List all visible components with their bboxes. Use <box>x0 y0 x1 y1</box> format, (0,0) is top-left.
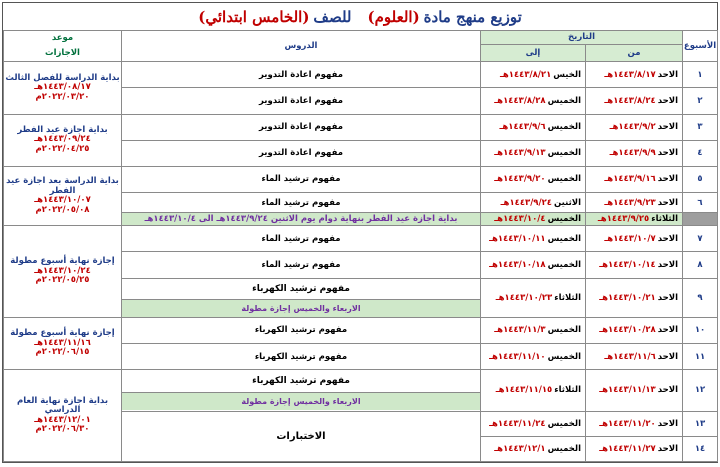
header-date: التاريخ <box>481 31 683 45</box>
to-day: الخميس <box>547 95 582 106</box>
from-day: الثلاثاء <box>651 214 679 225</box>
from-date <box>586 213 683 226</box>
to-day: الثلاثاء <box>554 385 582 396</box>
from-day: الاحد <box>657 174 679 185</box>
lesson-cell <box>122 370 481 411</box>
from-date <box>586 140 683 166</box>
to-value: ١٤٤٣/١٠/١١هـ <box>489 233 546 244</box>
vacation-hijri: ١٤٤٣/٠٨/١٧هـ <box>34 82 91 93</box>
vacation-label: إجازة نهاية أسبوع مطولة <box>10 256 115 267</box>
to-value: ١٤٤٣/١١/١٥هـ <box>495 385 553 396</box>
to-value: ١٤٤٣/٩/٢٠هـ <box>494 174 546 185</box>
table-row <box>4 114 718 140</box>
from-value: ١٤٤٣/١٠/١٤هـ <box>599 260 656 271</box>
lesson-cell: مفهوم ترشيد الماء <box>122 193 481 213</box>
to-date <box>481 370 586 411</box>
from-day: الاحد <box>657 197 679 208</box>
curriculum-table <box>3 30 718 462</box>
from-date <box>586 62 683 88</box>
to-date <box>481 213 586 226</box>
from-day: الاحد <box>657 69 679 80</box>
vacation-greg: ٢٠٢٢/٠٥/٢٥م <box>35 275 90 286</box>
to-date <box>481 226 586 252</box>
vacation-cell <box>4 166 122 225</box>
lesson-cell: مفهوم ترشيد الماء <box>122 252 481 278</box>
from-date <box>586 252 683 278</box>
lesson-cell: مفهوم ترشيد الكهرباء <box>122 317 481 343</box>
table-row <box>4 370 718 411</box>
to-date <box>481 140 586 166</box>
to-date <box>481 252 586 278</box>
vacation-hijri: ١٤٤٣/١٠/٠٧هـ <box>34 195 91 206</box>
to-value: ١٤٤٣/١٠/١٨هـ <box>489 260 546 271</box>
from-date <box>586 193 683 213</box>
from-value: ١٤٤٣/٩/١٦هـ <box>604 174 656 185</box>
week-number: ٣ <box>683 114 718 140</box>
from-value: ١٤٤٣/٨/٢٤هـ <box>604 95 656 106</box>
from-date <box>586 166 683 192</box>
from-day: الاحد <box>657 95 679 106</box>
vacation-greg: ٢٠٢٢/٠٣/٢٠م <box>35 91 90 102</box>
table-row <box>4 317 718 343</box>
to-value: ١٤٤٣/١١/١٠هـ <box>489 351 546 362</box>
title-prefix: توزيع منهج مادة <box>423 7 522 26</box>
header-lessons: الدروس <box>122 31 481 62</box>
lesson-cell: مفهوم اعادة التدوير <box>122 114 481 140</box>
lesson-cell: مفهوم ترشيد الماء <box>122 166 481 192</box>
to-date <box>481 193 586 213</box>
to-value: ١٤٤٣/٨/٢٨هـ <box>494 95 546 106</box>
lesson-cell: مفهوم اعادة التدوير <box>122 62 481 88</box>
week-number: ١١ <box>683 344 718 370</box>
vacation-hijri: ١٤٤٣/١٠/٢٤هـ <box>34 265 91 276</box>
week-number <box>683 213 718 226</box>
from-day: الاحد <box>657 351 679 362</box>
to-date <box>481 166 586 192</box>
title-grade: (الخامس ابتدائي) <box>198 7 310 26</box>
vacation-hijri: ١٤٤٣/١٢/٠١هـ <box>34 414 91 425</box>
from-day: الاحد <box>657 292 679 303</box>
to-day: الخميس <box>547 122 582 133</box>
from-day: الاحد <box>657 260 679 271</box>
from-date <box>586 278 683 317</box>
from-date <box>586 436 683 461</box>
lesson-cell: مفهوم اعادة التدوير <box>122 140 481 166</box>
to-day: الخميس <box>547 418 582 429</box>
week-number: ٧ <box>683 226 718 252</box>
table-row <box>4 62 718 88</box>
from-value: ١٤٤٣/١٠/٧هـ <box>604 233 656 244</box>
from-value: ١٤٤٣/١١/١٣هـ <box>599 385 656 396</box>
week-number: ٨ <box>683 252 718 278</box>
from-day: الاحد <box>657 385 679 396</box>
lesson-cell: مفهوم ترشيد الكهرباء <box>122 344 481 370</box>
to-date <box>481 436 586 461</box>
vacation-label: بداية اجازة نهاية العام الدراسي <box>16 395 109 416</box>
vacation-label: بداية الدراسة للفصل الثالث <box>5 72 120 83</box>
vacation-cell <box>4 62 122 114</box>
to-value: ١٤٤٣/١١/٢٤هـ <box>489 418 546 429</box>
to-date <box>481 62 586 88</box>
title-subject: (العلوم) <box>367 7 420 26</box>
from-date <box>586 317 683 343</box>
lesson-note: الاربعاء والخميس إجازة مطولة <box>122 300 480 317</box>
to-day: الخميس <box>547 174 582 185</box>
title-class-label: للصف <box>313 7 352 26</box>
vacation-greg: ٢٠٢٢/٠٥/٠٨م <box>35 204 90 215</box>
to-day: الخميس <box>547 351 582 362</box>
vacation-greg: ٢٠٢٢/٠٤/٢٥م <box>35 143 90 154</box>
week-number: ٤ <box>683 140 718 166</box>
lesson-cell: الاختبارات <box>122 411 481 462</box>
week-number: ١٣ <box>683 411 718 436</box>
to-date <box>481 278 586 317</box>
table-row <box>4 166 718 192</box>
vacation-label: إجازة نهاية أسبوع مطولة <box>10 328 115 339</box>
to-day: الخيس <box>553 69 582 80</box>
lesson-cell <box>122 278 481 317</box>
holiday-note: بداية اجازة عيد الفطر بنهاية دوام يوم الاثنين ١٤٤٣/٩/٢٤هـ الى ١٤٤٣/١٠/٤هـ <box>122 213 481 226</box>
from-date <box>586 344 683 370</box>
header-vacations-line2: الاجازات <box>45 48 80 59</box>
to-value: ١٤٤٣/١٠/٢٣هـ <box>495 292 553 303</box>
week-number: ١ <box>683 62 718 88</box>
from-value: ١٤٤٣/٩/٢٥هـ <box>597 214 650 225</box>
to-value: ١٤٤٣/٩/١٣هـ <box>494 148 546 159</box>
week-number: ٦ <box>683 193 718 213</box>
from-value: ١٤٤٣/١١/٦هـ <box>604 351 656 362</box>
lesson-cell: مفهوم ترشيد الماء <box>122 226 481 252</box>
from-value: ١٤٤٣/١٠/٢٨هـ <box>599 325 656 336</box>
to-value: ١٤٤٣/١١/٣هـ <box>494 325 546 336</box>
header-to: إلى <box>481 44 586 62</box>
from-date <box>586 411 683 436</box>
from-value: ١٤٤٣/١٠/٢١هـ <box>599 292 656 303</box>
to-date <box>481 344 586 370</box>
to-value: ١٤٤٣/١٢/١هـ <box>494 443 546 454</box>
vacation-greg: ٢٠٢٢/٠٦/١٥م <box>35 347 90 358</box>
week-number: ١٠ <box>683 317 718 343</box>
vacation-hijri: ١٤٤٣/١١/١٦هـ <box>34 337 91 348</box>
document-page <box>2 2 718 463</box>
header-vacations-line1: موعد <box>51 33 74 44</box>
from-value: ١٤٤٣/١١/٢٠هـ <box>599 418 656 429</box>
from-day: الاحد <box>657 122 679 133</box>
header-week: الأسبوع <box>683 31 718 62</box>
week-number: ٩ <box>683 278 718 317</box>
vacation-label: بداية الدراسة بعد اجازة عيد الفطر <box>6 176 119 196</box>
week-number: ٢ <box>683 88 718 114</box>
from-value: ١٤٤٣/٨/١٧هـ <box>604 69 656 80</box>
week-number: ٥ <box>683 166 718 192</box>
from-date <box>586 114 683 140</box>
from-day: الاحد <box>657 233 679 244</box>
to-day: الخميس <box>547 148 582 159</box>
vacation-hijri: ١٤٤٣/٠٩/٢٤هـ <box>34 134 91 145</box>
vacation-cell <box>4 114 122 166</box>
vacation-label: بداية اجازة عيد الفطر <box>17 124 108 135</box>
lesson-note: الاربعاء والخميس إجازة مطولة <box>122 393 480 410</box>
to-day: الثلاثاء <box>554 292 582 303</box>
lesson-text: مفهوم ترشيد الكهرباء <box>122 370 480 393</box>
to-value: ١٤٤٣/٨/٢١هـ <box>499 69 552 80</box>
to-date <box>481 411 586 436</box>
to-date <box>481 88 586 114</box>
to-day: الخميس <box>547 214 582 225</box>
page-title <box>3 3 717 30</box>
to-day: الخميس <box>547 443 582 454</box>
from-value: ١٤٤٣/١١/٢٧هـ <box>599 443 656 454</box>
header-from: من <box>586 44 683 62</box>
vacation-cell <box>4 317 122 369</box>
from-value: ١٤٤٣/٩/٢٣هـ <box>604 197 656 208</box>
from-date <box>586 370 683 411</box>
week-number: ١٤ <box>683 436 718 461</box>
from-date <box>586 226 683 252</box>
from-day: الاحد <box>657 148 679 159</box>
lesson-text: مفهوم ترشيد الكهرباء <box>122 279 480 300</box>
to-value: ١٤٤٣/٩/٦هـ <box>499 122 546 133</box>
vacation-cell <box>4 226 122 318</box>
lesson-cell: مفهوم اعادة التدوير <box>122 88 481 114</box>
from-date <box>586 88 683 114</box>
from-day: الاحد <box>657 443 679 454</box>
header-row-top <box>4 31 718 45</box>
to-day: الخميس <box>547 325 582 336</box>
vacation-greg: ٢٠٢٢/٠٦/٣٠م <box>35 424 90 435</box>
to-date <box>481 114 586 140</box>
to-day: الخميس <box>547 260 582 271</box>
from-value: ١٤٤٣/٩/٢هـ <box>609 122 656 133</box>
from-day: الاحد <box>657 325 679 336</box>
from-day: الاحد <box>657 418 679 429</box>
to-day: الاثنين <box>553 197 582 208</box>
header-vacations <box>4 31 122 62</box>
table-row <box>4 226 718 252</box>
vacation-cell <box>4 370 122 462</box>
to-day: الخميس <box>547 233 582 244</box>
to-value: ١٤٤٣/٩/٢٤هـ <box>500 197 552 208</box>
to-date <box>481 317 586 343</box>
to-value: ١٤٤٣/١٠/٤هـ <box>494 214 546 225</box>
from-value: ١٤٤٣/٩/٩هـ <box>609 148 656 159</box>
week-number: ١٢ <box>683 370 718 411</box>
